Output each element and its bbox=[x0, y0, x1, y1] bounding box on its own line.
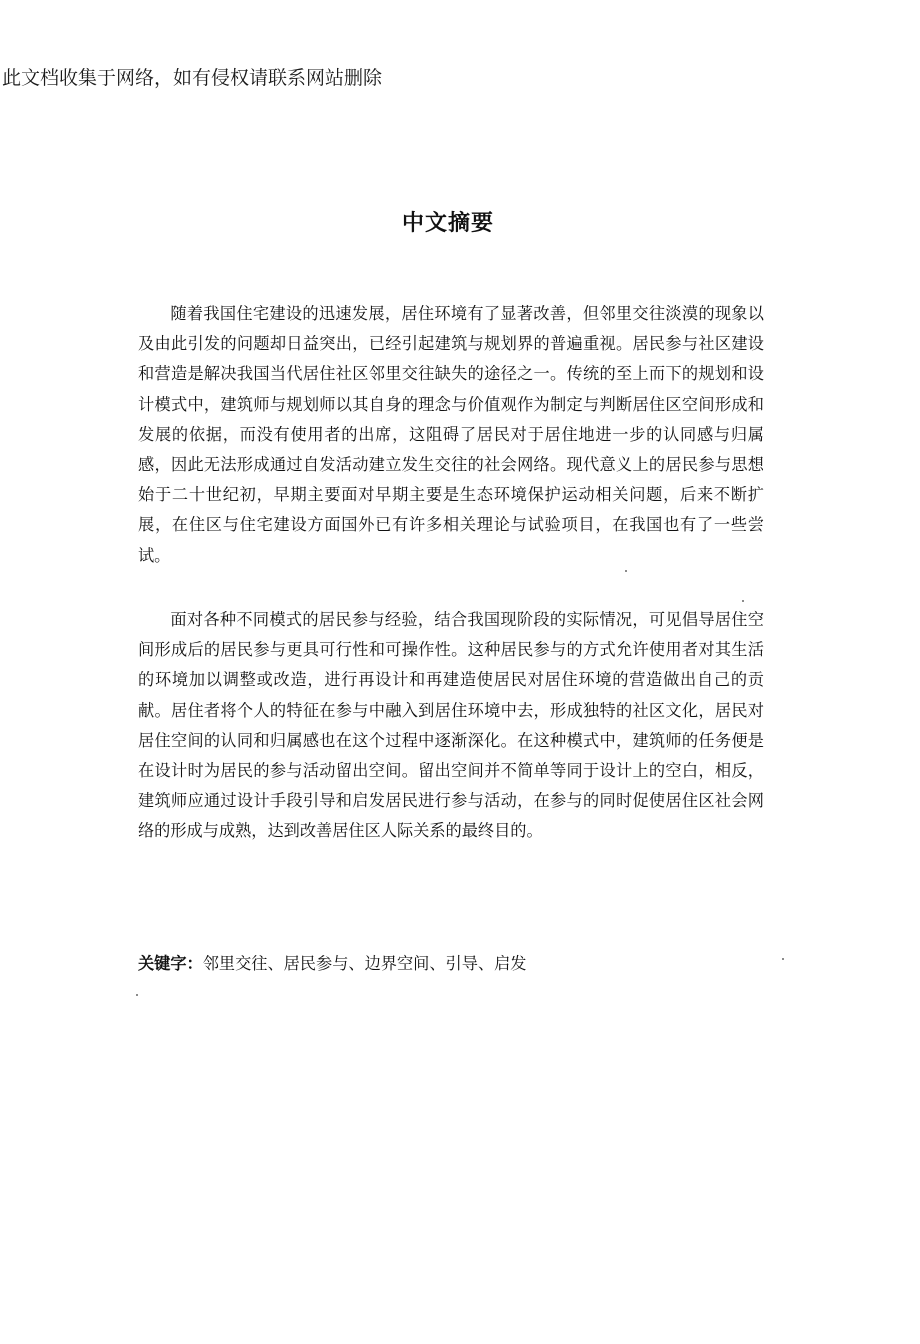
scan-speck bbox=[782, 958, 784, 960]
keywords-value: 邻里交往、居民参与、边界空间、引导、启发 bbox=[202, 954, 527, 973]
keywords-line bbox=[138, 949, 527, 979]
abstract-paragraph-1: 随着我国住宅建设的迅速发展，居住环境有了显著改善，但邻里交往淡漠的现象以及由此引发的问题却日益突出，已经引起建筑与规划界的普遍重视。居民参与社区建设和营造是解决我国当代居住社区邻里交往缺失的途径之一。传统的至上而下的规划和设计模式中，建筑师与规划师以其自身的理念与价值观作为制定与判断居住区空间形成和发展的依据，而没有使用者的出席，这阻碍了居民对于居住地进一步的认同感与归属感，因此无法形成通过自发活动建立发生交往的社会网络。现代意义上的居民参与思想始于二十世纪初，早期主要面对早期主要是生态环境保护运动相关问题，后来不断扩展，在住区与住宅建设方面国外已有许多相关理论与试验项目，在我国也有了一些尝试。 bbox=[138, 304, 764, 565]
keywords-label: 关键字： bbox=[138, 954, 203, 973]
abstract-paragraph-2: 面对各种不同模式的居民参与经验，结合我国现阶段的实际情况，可见倡导居住空间形成后的居民参与更具可行性和可操作性。这种居民参与的方式允许使用者对其生活的环境加以调整或改造，进行再设计和再建造使居民对居住环境的营造做出自己的贡献。居住者将个人的特征在参与中融入到居住环境中去，形成独特的社区文化，居民对居住空间的认同和归属感也在这个过程中逐渐深化。在这种模式中，建筑师的任务便是在设计时为居民的参与活动留出空间。留出空间并不简单等同于设计上的空白，相反，建筑师应通过设计手段引导和启发居民进行参与活动，在参与的同时促使居住区社会网络的形成与成熟，达到改善居住区人际关系的最终目的。 bbox=[138, 610, 764, 841]
scan-speck bbox=[742, 600, 744, 602]
page-title: 中文摘要 bbox=[401, 211, 494, 236]
copyright-notice: 此文档收集于网络，如有侵权请联系网站删除 bbox=[2, 67, 383, 89]
scan-speck bbox=[625, 570, 627, 572]
scan-speck bbox=[136, 994, 138, 996]
